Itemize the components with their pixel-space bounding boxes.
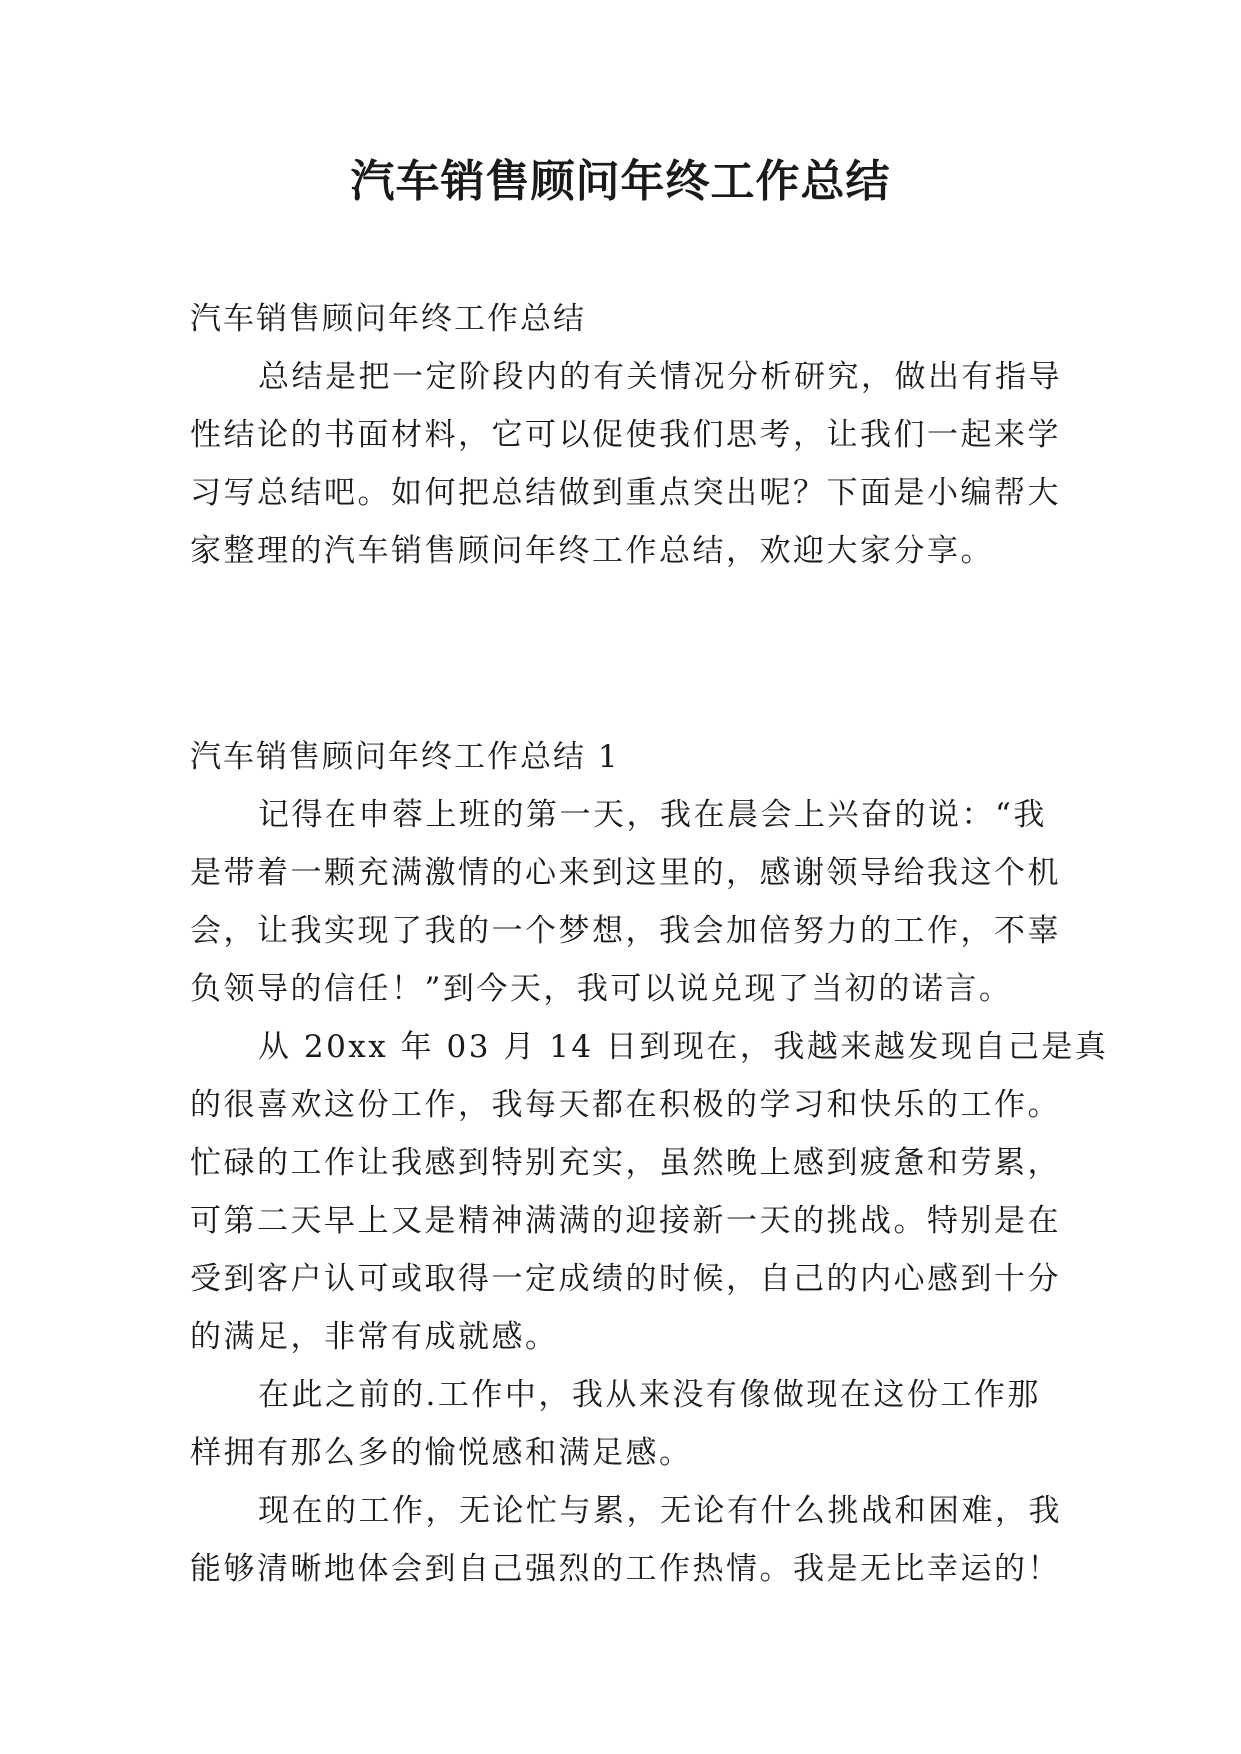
paragraph-4 (190, 1482, 1060, 1598)
text-line: 的满足，非常有成就感。 (190, 1319, 559, 1355)
text-line: 家整理的汽车销售顾问年终工作总结，欢迎大家分享。 (190, 533, 994, 569)
text-line: 从 20xx 年 03 月 14 日到现在，我越来越发现自己是真 (258, 1029, 1109, 1065)
text-line: 是带着一颗充满激情的心来到这里的，感谢领导给我这个机 (190, 855, 1061, 891)
text-line: 会，让我实现了我的一个梦想，我会加倍努力的工作，不辜 (190, 913, 1061, 949)
text-line: 忙碌的工作让我感到特别充实，虽然晚上感到疲惫和劳累， (190, 1145, 1061, 1181)
subtitle: 汽车销售顾问年终工作总结 (190, 301, 586, 337)
text-line: 可第二天早上又是精神满满的迎接新一天的挑战。特别是在 (190, 1203, 1061, 1239)
intro-paragraph (190, 348, 1060, 580)
text-line: 现在的工作，无论忙与累，无论有什么挑战和困难，我 (258, 1493, 1062, 1529)
text-line: 能够清晰地体会到自己强烈的工作热情。我是无比幸运的！ (190, 1551, 1061, 1587)
paragraph-3 (190, 1366, 1060, 1482)
paragraph-1 (190, 786, 1060, 1018)
text-line: 负领导的信任！”到今天，我可以说兑现了当初的诺言。 (190, 971, 1013, 1007)
text-line: 在此之前的.工作中，我从来没有像做现在这份工作那 (258, 1377, 1041, 1413)
text-line: 记得在申蓉上班的第一天，我在晨会上兴奋的说：“我 (258, 797, 1047, 833)
document-body (190, 290, 1109, 1598)
text-line: 受到客户认可或取得一定成绩的时候，自己的内心感到十分 (190, 1261, 1061, 1297)
text-line: 习写总结吧。如何把总结做到重点突出呢？下面是小编帮大 (190, 475, 1061, 511)
text-line: 样拥有那么多的愉悦感和满足感。 (190, 1435, 693, 1471)
text-line: 性结论的书面材料，它可以促使我们思考，让我们一起来学 (190, 417, 1061, 453)
section-spacer (190, 580, 1060, 728)
section-heading: 汽车销售顾问年终工作总结 1 (190, 739, 620, 775)
text-line: 总结是把一定阶段内的有关情况分析研究，做出有指导 (258, 359, 1062, 395)
document-title: 汽车销售顾问年终工作总结 (350, 156, 891, 207)
paragraph-2 (190, 1018, 1109, 1366)
text-line: 的很喜欢这份工作，我每天都在积极的学习和快乐的工作。 (190, 1087, 1061, 1123)
